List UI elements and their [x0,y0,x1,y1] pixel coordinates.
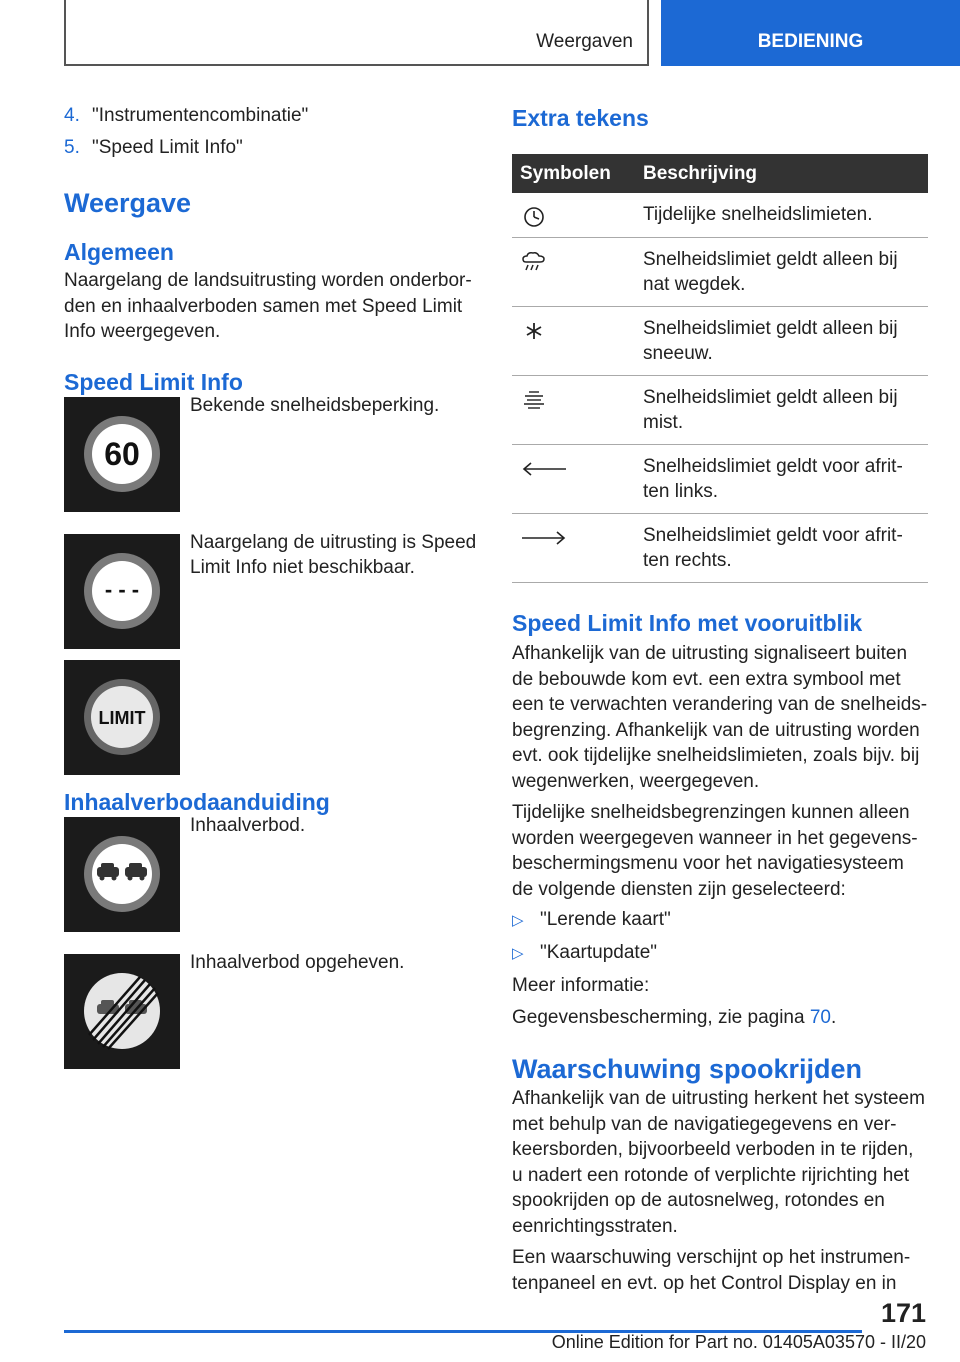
header-section-title: Weergaven [536,31,633,52]
arrow-left-icon [520,458,568,480]
header-chapter-title: BEDIENING [757,31,864,52]
bullet-triangle-icon: ▷ [512,912,524,929]
speed-sign-limit-icon [64,660,180,775]
sign-label: - - - [104,576,140,602]
table-row: Snelheidslimiet geldt voor afritten links. [512,445,928,514]
speed-sign-60-icon [64,397,180,512]
sign-row [64,394,484,534]
fog-icon [520,389,548,411]
paragraph-vooruitblik-1: Afhankelijk van de uitrusting signaliseert buiten de bebouwde kom evt. een extra symbool met een te verwachten verandering van de snelheidsbegrenzing. Afhankelijk van de uitrusting worden evt. ook tijdelijke snelheidslimieten, zoals bijv. bij wegenwerken, weergegeven. [512,643,928,792]
table-row: Tijdelijke snelheidslimieten. [512,193,928,238]
page-reference-link[interactable]: 70 [809,1007,831,1028]
table-header: Beschrijving [635,154,928,193]
more-info-label: Meer informatie: [512,975,650,996]
table-row: Snelheidslimiet geldt alleen bij nat wegdek. [512,238,928,307]
sign-description: Inhaalverbod opgeheven. [190,951,405,973]
paragraph-algemeen: Naargelang de landsuitrusting worden onderborden en inhaalverboden samen met Speed Limit Info weergegeven. [64,270,472,342]
list-item: ▷ "Kaartupdate" [512,937,928,970]
arrow-right-icon [520,527,568,549]
sign-label: LIMIT [98,707,146,728]
header-chapter-tab [661,0,960,66]
heading-vooruitblik: Speed Limit Info met vooruitblik [512,610,863,636]
header-section-box [64,0,649,66]
clock-icon [520,206,548,228]
sign-row [64,951,484,1080]
heading-spookrijden: Waarschuwing spookrijden [512,1054,863,1084]
heading-algemeen: Algemeen [64,239,174,265]
table-header: Symbolen [512,154,635,193]
list-item: 5. "Speed Limit Info" [64,137,243,158]
speed-sign-unavailable-icon [64,534,180,649]
sign-row [64,531,484,660]
left-column [64,100,484,1080]
sign-description: Bekende snelheidsbeperking. [190,394,440,416]
table-row: Snelheidslimiet geldt voor afritten rechts. [512,514,928,583]
right-column [512,100,928,1296]
paragraph-spookrijden-2: Een waarschuwing verschijnt op het instrumentenpaneel en evt. op het Control Display en in [512,1247,911,1294]
paragraph-spookrijden-1: Afhankelijk van de uitrusting herkent het systeem met behulp van de navigatiegegevens en verkeersborden, bijvoorbeeld verboden in te rijden, u nadert een rotonde of verplichte rijrichting het spookrijden op de autosnelweg, rotondes en eenrichtingsstraten. [512,1088,925,1237]
no-overtaking-sign-icon [64,817,180,932]
paragraph-vooruitblik-2: Tijdelijke snelheidsbegrenzingen kunnen alleen worden weergegeven wanneer in het gegevensbeschermingsmenu voor het navigatiesysteem de volgende diensten zijn geselecteerd: [512,802,918,900]
table-row: Snelheidslimiet geldt alleen bij sneeuw. [512,307,928,376]
rain-cloud-icon [520,251,548,273]
heading-extra-tekens: Extra tekens [512,105,649,131]
sign-row [64,814,484,954]
table-row: Snelheidslimiet geldt alleen bij mist. [512,376,928,445]
sign-description: Inhaalverbod. [190,814,306,836]
snowflake-icon [520,320,548,342]
heading-speed-limit-info: Speed Limit Info [64,368,243,395]
cross-reference: Gegevensbescherming, zie pagina 70. [512,1007,837,1028]
list-item: ▷ "Lerende kaart" [512,904,928,937]
heading-weergave: Weergave [64,188,192,218]
page-number: 171 [880,1298,926,1328]
end-no-overtaking-sign-icon [64,954,180,1069]
sign-row [64,660,484,785]
symbols-table [512,154,928,583]
bullet-triangle-icon: ▷ [512,945,524,962]
footer-edition: Online Edition for Part no. 01405A03570 - II/20 [551,1332,926,1352]
list-item: 4. "Instrumentencombinatie" [64,105,309,126]
heading-inhaalverbod: Inhaalverbodaanduiding [64,788,330,815]
sign-description: Naargelang de uitrusting is Speed Limit Info niet beschikbaar. [190,531,477,578]
sign-label: 60 [104,435,140,472]
